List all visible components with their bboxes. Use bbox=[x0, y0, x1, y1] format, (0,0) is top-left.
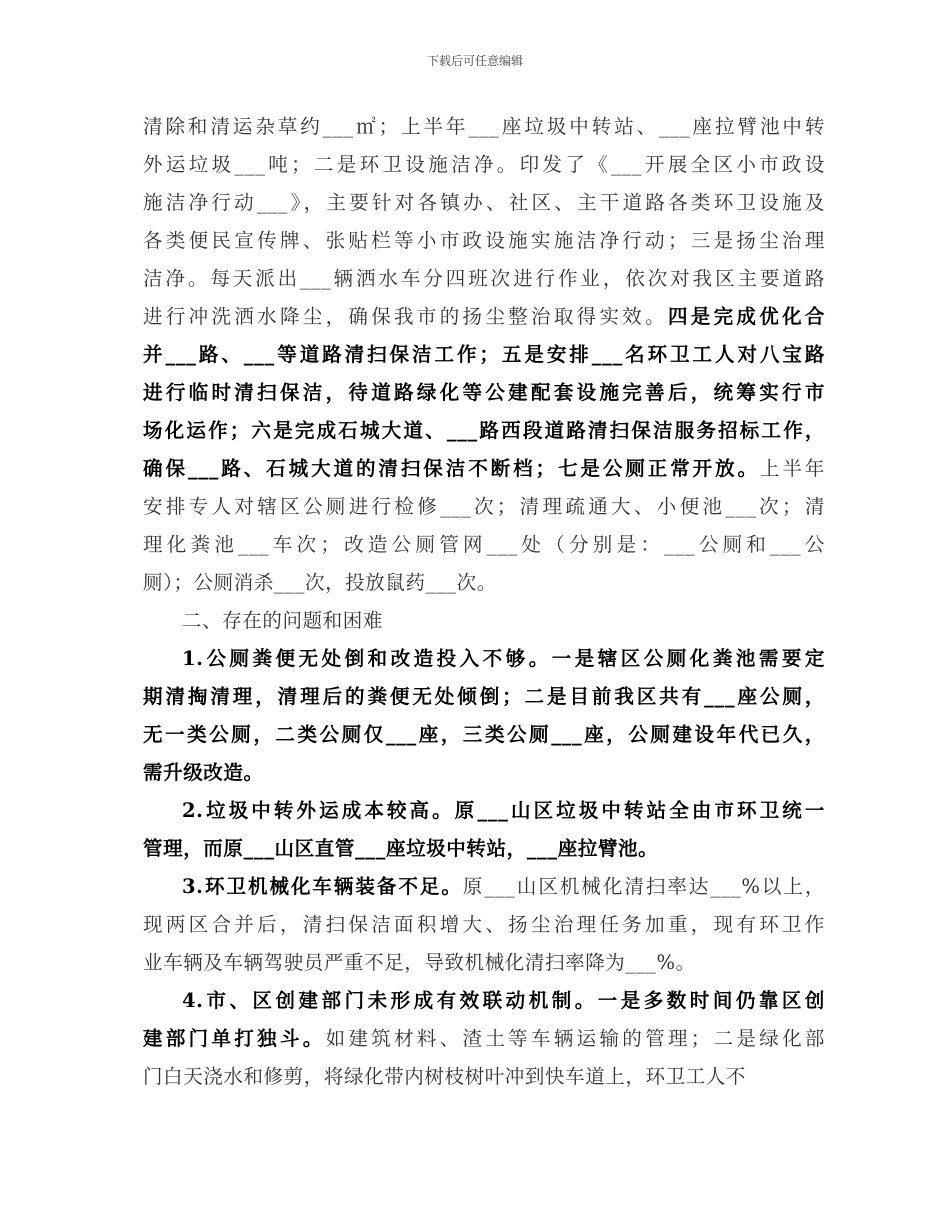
text-line bbox=[143, 678, 825, 716]
text-segment: 施洁净行动___》，主要针对各镇办、社区、主干道路各类环卫设施及 bbox=[143, 191, 825, 214]
text-line bbox=[143, 982, 825, 1020]
text-segment: 业车辆及车辆驾驶员严重不足，导致机械化清扫率降为___%。 bbox=[143, 951, 696, 974]
text-segment: 理化粪池___车次；改造公厕管网___处（分别是：___公厕和___公 bbox=[143, 533, 825, 556]
text-segment: 厕）；公厕消杀___次，投放鼠药___次。 bbox=[143, 571, 497, 594]
text-line bbox=[143, 298, 825, 336]
text-segment: 外运垃圾___吨；二是环卫设施洁净。印发了《___开展全区小市政设 bbox=[143, 153, 825, 176]
text-line bbox=[143, 868, 825, 906]
bold-text-segment: 建部门单打独斗。 bbox=[143, 1027, 326, 1050]
text-line bbox=[143, 146, 825, 184]
bold-text-segment: 无一类公厕，二类公厕仅___座，三类公厕___座，公厕建设年代已久， bbox=[143, 723, 825, 746]
text-segment: 上半年 bbox=[760, 457, 825, 480]
bold-text-segment: 管理，而原___山区直管___座垃圾中转站，___座拉臂池。 bbox=[143, 837, 659, 860]
text-segment: 清除和清运杂草约___㎡；上半年___座垃圾中转站、___座拉臂池中转 bbox=[143, 115, 825, 138]
text-line bbox=[143, 792, 825, 830]
bold-text-segment: 场化运作；六是完成石城大道、___路西段道路清扫保洁服务招标工作， bbox=[143, 419, 825, 442]
text-line bbox=[143, 222, 825, 260]
text-segment: 进行冲洗洒水降尘，确保我市的扬尘整治取得实效。 bbox=[143, 305, 668, 328]
text-segment: 洁净。每天派出___辆洒水车分四班次进行作业，依次对我区主要道路 bbox=[143, 267, 825, 290]
text-line bbox=[143, 602, 825, 640]
text-line bbox=[143, 564, 825, 602]
text-segment: 门白天浇水和修剪，将绿化带内树枝树叶冲到快车道上，环卫工人不 bbox=[143, 1065, 747, 1088]
text-segment: 二、存在的问题和困难 bbox=[182, 609, 384, 632]
bold-text-segment: 1.公厕粪便无处倒和改造投入不够。一是辖区公厕化粪池需要定 bbox=[182, 647, 825, 670]
text-line bbox=[143, 336, 825, 374]
text-line bbox=[143, 450, 825, 488]
text-line bbox=[143, 374, 825, 412]
bold-text-segment: 进行临时清扫保洁，待道路绿化等公建配套设施完善后，统筹实行市 bbox=[143, 381, 825, 404]
bold-text-segment: 确保___路、石城大道的清扫保洁不断档；七是公厕正常开放。 bbox=[143, 457, 760, 480]
bold-text-segment: 四是完成优化合 bbox=[667, 305, 825, 328]
text-segment: 如建筑材料、渣土等车辆运输的管理；二是绿化部 bbox=[325, 1027, 825, 1050]
text-line bbox=[143, 526, 825, 564]
document-body bbox=[143, 108, 825, 1096]
text-line bbox=[143, 488, 825, 526]
text-segment: 现两区合并后，清扫保洁面积增大、扬尘治理任务加重，现有环卫作 bbox=[143, 913, 825, 936]
text-line bbox=[143, 1020, 825, 1058]
text-line bbox=[143, 108, 825, 146]
text-segment: 原___山区机械化清扫率达___%以上， bbox=[462, 875, 826, 898]
text-line bbox=[143, 640, 825, 678]
text-line bbox=[143, 944, 825, 982]
text-line bbox=[143, 906, 825, 944]
text-line bbox=[143, 412, 825, 450]
text-line bbox=[143, 184, 825, 222]
text-segment: 各类便民宣传牌、张贴栏等小市政设施实施洁净行动；三是扬尘治理 bbox=[143, 229, 825, 252]
text-segment: 安排专人对辖区公厕进行检修___次；清理疏通大、小便池___次；清 bbox=[143, 495, 825, 518]
bold-text-segment: 3.环卫机械化车辆装备不足。 bbox=[182, 875, 463, 898]
text-line bbox=[143, 830, 825, 868]
bold-text-segment: 并___路、___等道路清扫保洁工作；五是安排___名环卫工人对八宝路 bbox=[143, 343, 825, 366]
bold-text-segment: 4.市、区创建部门未形成有效联动机制。一是多数时间仍靠区创 bbox=[182, 989, 825, 1012]
text-line bbox=[143, 1058, 825, 1096]
bold-text-segment: 期清掏清理，清理后的粪便无处倾倒；二是目前我区共有___座公厕， bbox=[143, 685, 825, 708]
text-line bbox=[143, 754, 825, 792]
text-line bbox=[143, 716, 825, 754]
text-line bbox=[143, 260, 825, 298]
page-header: 下载后可任意编辑 bbox=[426, 54, 523, 68]
bold-text-segment: 需升级改造。 bbox=[143, 761, 264, 784]
bold-text-segment: 2.垃圾中转外运成本较高。原___山区垃圾中转站全由市环卫统一 bbox=[182, 799, 825, 822]
